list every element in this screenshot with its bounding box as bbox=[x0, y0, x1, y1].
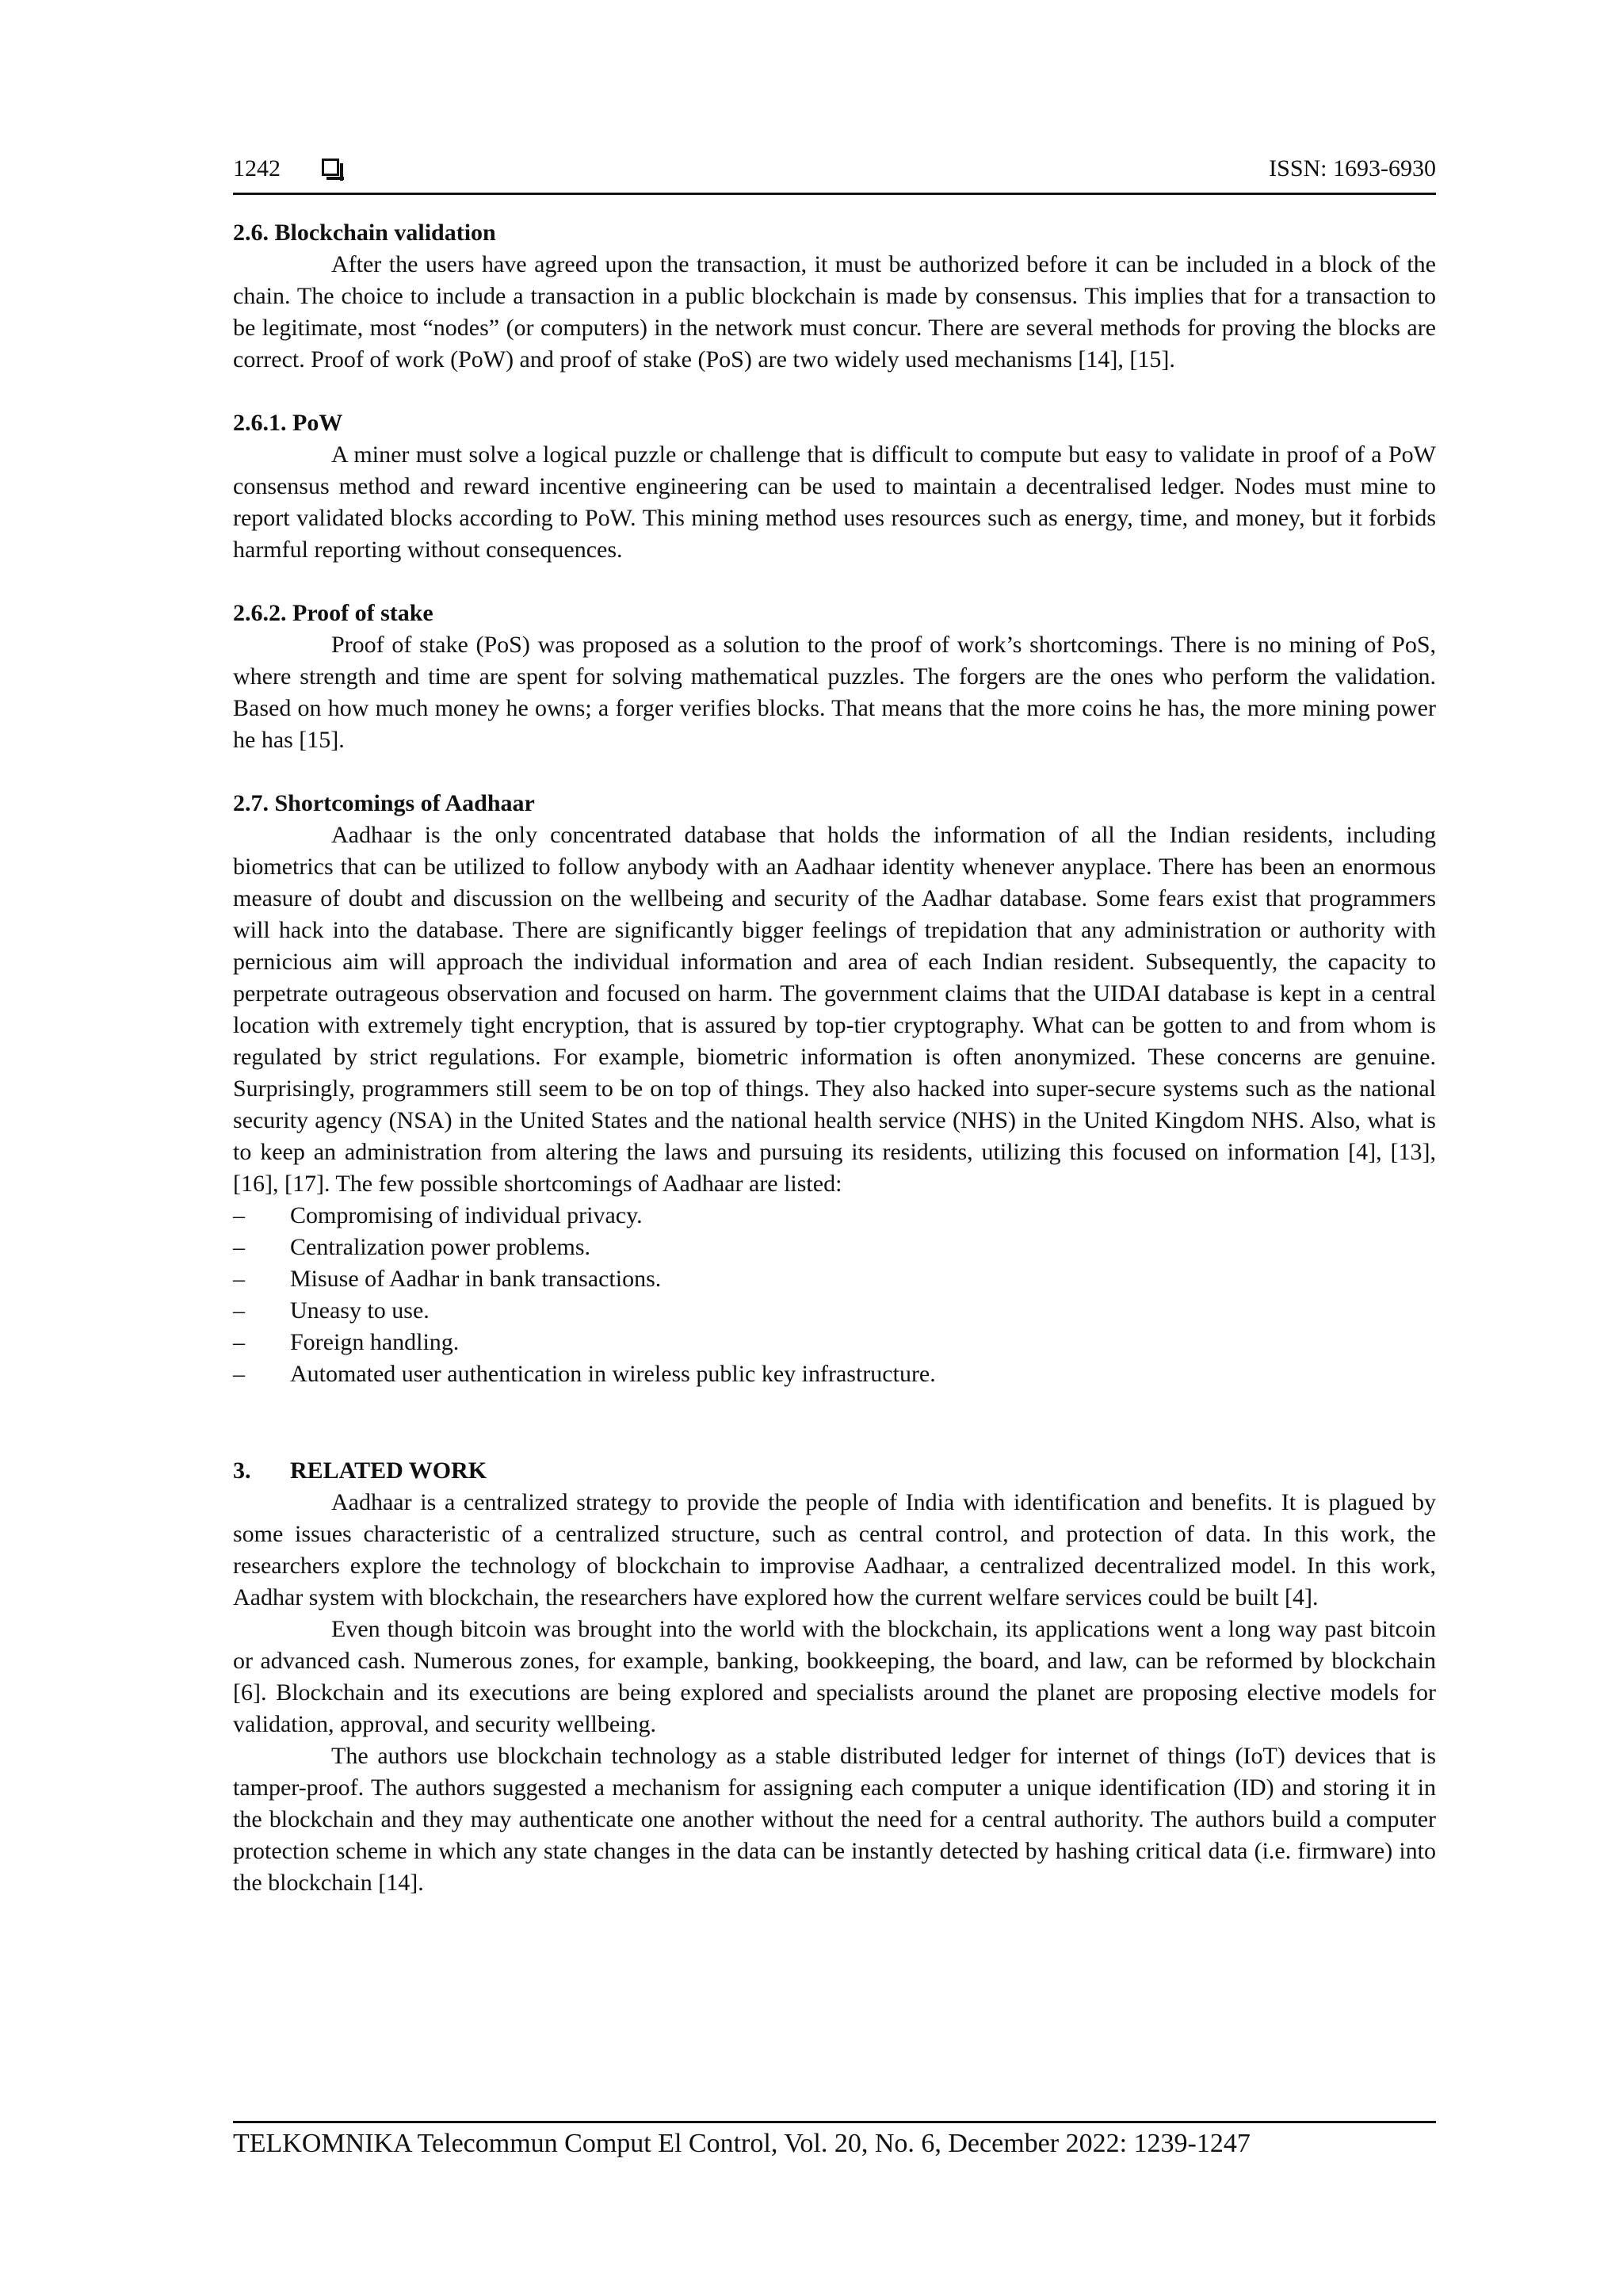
section-heading bbox=[233, 1455, 1436, 1487]
subsection-heading: 2.6.1. PoW bbox=[233, 410, 343, 436]
paragraph: After the users have agreed upon the transaction, it must be authorized before it can be included in a block of the chain. The choice to include a transaction in a public blockchain is made by consensus. This implies that for a transaction to be legitimate, most “nodes” (or computers) in the network must concur. There are several methods for proving the blocks are correct. Proof of work (PoW) and proof of stake (PoS) are two widely used mechanisms [14], [15]. bbox=[233, 251, 1436, 372]
list-item bbox=[233, 1327, 1436, 1358]
header-rule bbox=[233, 193, 1436, 195]
list-item-text: Automated user authentication in wireless public key infrastructure. bbox=[290, 1361, 936, 1387]
section-title: RELATED WORK bbox=[290, 1457, 487, 1484]
section-number: 3. bbox=[233, 1457, 251, 1484]
list-item bbox=[233, 1263, 1436, 1295]
running-header bbox=[233, 155, 1436, 197]
section-heading: 2.7. Shortcomings of Aadhaar bbox=[233, 790, 535, 816]
dash-bullet: – bbox=[233, 1329, 245, 1355]
list-item bbox=[233, 1295, 1436, 1327]
dash-bullet: – bbox=[233, 1234, 245, 1260]
subsection-heading: 2.6.2. Proof of stake bbox=[233, 600, 433, 626]
paragraph: The authors use blockchain technology as a stable distributed ledger for internet of things (IoT) devices that is tamper-proof. The authors suggested a mechanism for assigning each computer a unique identification (ID) and storing it in the blockchain and they may authenticate one another without the need for a central authority. The authors build a computer protection scheme in which any state changes in the data can be instantly detected by hashing critical data (i.e. firmware) into the blockchain [14]. bbox=[233, 1743, 1436, 1896]
list-item-text: Foreign handling. bbox=[290, 1329, 460, 1355]
section-3 bbox=[233, 1455, 1436, 1899]
section-2-7 bbox=[233, 788, 1436, 1390]
list-item bbox=[233, 1200, 1436, 1232]
journal-footer: TELKOMNIKA Telecommun Comput El Control, Vol. 20, No. 6, December 2022: 1239-1247 bbox=[233, 2129, 1251, 2158]
list-item bbox=[233, 1358, 1436, 1390]
list-item-text: Compromising of individual privacy. bbox=[290, 1202, 643, 1228]
article-body bbox=[233, 217, 1436, 1899]
dash-bullet: – bbox=[233, 1297, 245, 1324]
list-item-text: Centralization power problems. bbox=[290, 1234, 591, 1260]
page-number: 1242 bbox=[233, 155, 281, 181]
shortcomings-list bbox=[233, 1200, 1436, 1390]
paragraph: Aadhaar is a centralized strategy to provide the people of India with identification and benefits. It is plagued by some issues characteristic of a centralized structure, such as central control, and protection of data. In this work, the researchers explore the technology of blockchain to improvise Aadhaar, a centralized decentralized model. In this work, Aadhar system with blockchain, the researchers have explored how the current welfare services could be built [4]. bbox=[233, 1489, 1436, 1610]
section-2-6-1 bbox=[233, 407, 1436, 566]
dash-bullet: – bbox=[233, 1266, 245, 1292]
checkbox-glyph-icon bbox=[322, 159, 339, 176]
section-2-6-2 bbox=[233, 598, 1436, 756]
footer-rule bbox=[233, 2121, 1436, 2123]
list-item bbox=[233, 1232, 1436, 1263]
paragraph: Proof of stake (PoS) was proposed as a solution to the proof of work’s shortcomings. There is no mining of PoS, where strength and time are spent for solving mathematical puzzles. The forgers are the ones who perform the validation. Based on how much money he owns; a forger verifies blocks. That means that the more coins he has, the more mining power he has [15]. bbox=[233, 632, 1436, 753]
paragraph: A miner must solve a logical puzzle or challenge that is difficult to compute but easy to validate in proof of a PoW consensus method and reward incentive engineering can be used to maintain a decentralised ledger. Nodes must mine to report validated blocks according to PoW. This mining method uses resources such as energy, time, and money, but it forbids harmful reporting without consequences. bbox=[233, 441, 1436, 563]
list-item-text: Uneasy to use. bbox=[290, 1297, 430, 1324]
list-item-text: Misuse of Aadhar in bank transactions. bbox=[290, 1266, 662, 1292]
issn-label: ISSN: 1693-6930 bbox=[1269, 155, 1436, 181]
paragraph: Aadhaar is the only concentrated database that holds the information of all the Indian residents, including biometrics that can be utilized to follow anybody with an Aadhaar identity whenever anyplace. There has been an enormous measure of doubt and discussion on the wellbeing and security of the Aadhar database. Some fears exist that programmers will hack into the database. There are significantly bigger feelings of trepidation that any administration or authority with pernicious aim will approach the individual information and area of each Indian resident. Subsequently, the capacity to perpetrate outrageous observation and focused on harm. The government claims that the UIDAI database is kept in a central location with extremely tight encryption, that is assured by top-tier cryptography. What can be gotten to and from whom is regulated by strict regulations. For example, biometric information is often anonymized. These concerns are genuine. Surprisingly, programmers still seem to be on top of things. They also hacked into super-secure systems such as the national security agency (NSA) in the United States and the national health service (NHS) in the United Kingdom NHS. Also, what is to keep an administration from altering the laws and pursuing its residents, utilizing this focused on information [4], [13], [16], [17]. The few possible shortcomings of Aadhaar are listed: bbox=[233, 822, 1436, 1197]
section-2-6 bbox=[233, 217, 1436, 376]
dash-bullet: – bbox=[233, 1202, 245, 1228]
dash-bullet: – bbox=[233, 1361, 245, 1387]
section-heading: 2.6. Blockchain validation bbox=[233, 220, 496, 246]
paragraph: Even though bitcoin was brought into the world with the blockchain, its applications went a long way past bitcoin or advanced cash. Numerous zones, for example, banking, bookkeeping, the board, and law, can be reformed by blockchain [6]. Blockchain and its executions are being explored and specialists around the planet are proposing elective models for validation, approval, and security wellbeing. bbox=[233, 1616, 1436, 1737]
